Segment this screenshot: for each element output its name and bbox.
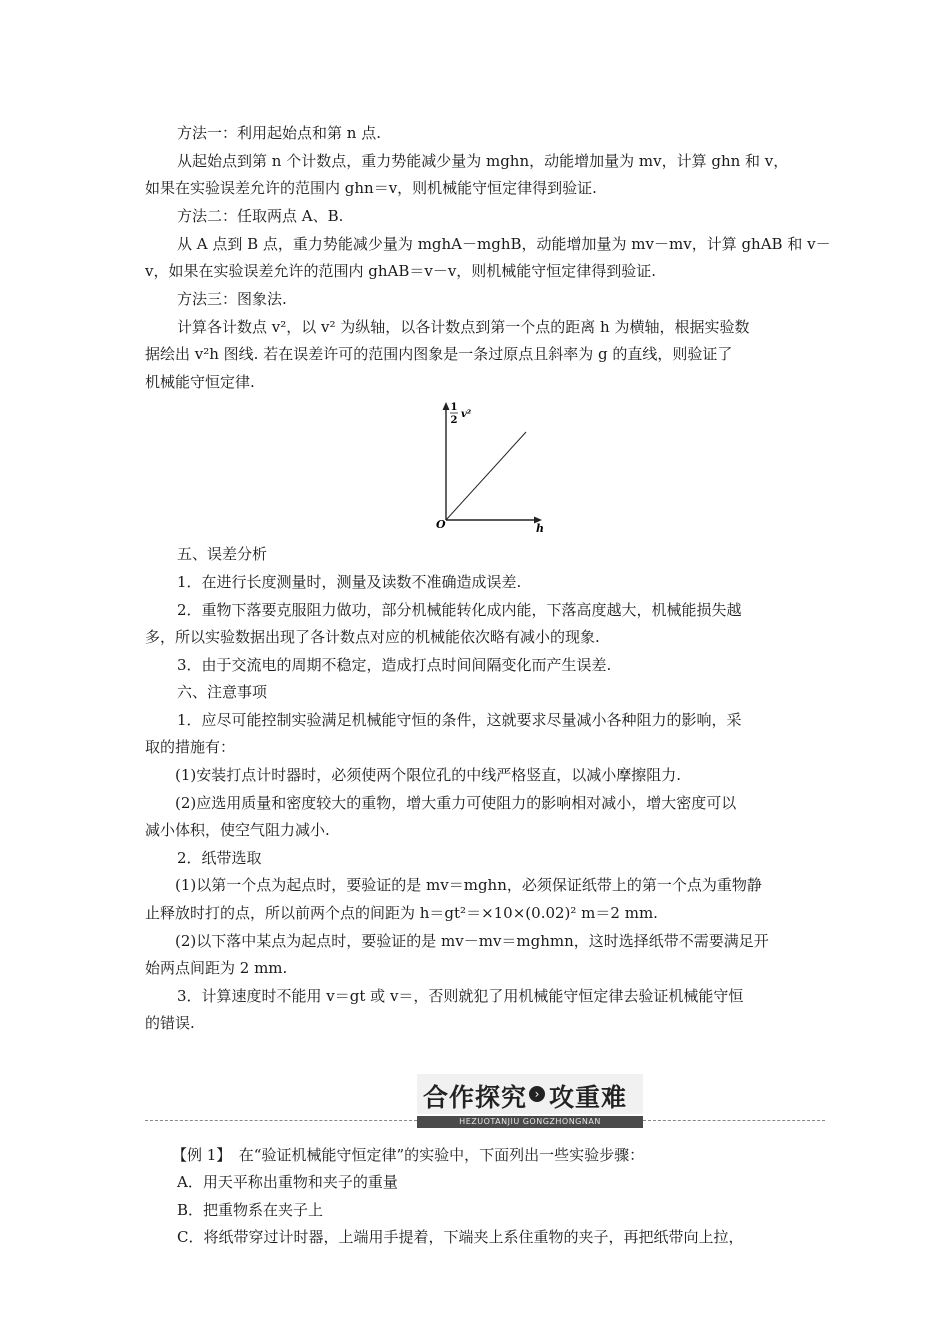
origin-label: O [436, 518, 446, 531]
paragraph-line: 计算各计数点 v²，以 v² 为纵轴，以各计数点到第一个点的距离 h 为横轴，根据实验数 [177, 318, 750, 336]
paragraph-line: 1．应尽可能控制实验满足机械能守恒的条件，这就要求尽量减小各种阻力的影响，采 [177, 711, 742, 729]
paragraph-line: 取的措施有： [145, 738, 236, 756]
paragraph-line: 止释放时打的点，所以前两个点的间距为 h＝gt²＝×10×(0.02)² m＝2 mm. [145, 904, 658, 922]
paragraph-line: 据绘出 v²h 图线. 若在误差许可的范围内图象是一条过原点且斜率为 g 的直线，则验证了 [145, 345, 733, 363]
paragraph-line: 始两点间距为 2 mm. [145, 959, 288, 977]
paragraph-line: 减小体积，使空气阻力减小. [145, 821, 330, 839]
y-label-denominator: 2 [450, 415, 458, 426]
y-axis-arrow [443, 402, 450, 410]
section-banner [145, 1072, 825, 1132]
banner-divider-right [643, 1120, 825, 1121]
x-label: h [536, 522, 544, 535]
paragraph-line: 如果在实验误差允许的范围内 ghn＝v，则机械能守恒定律得到验证. [145, 179, 597, 197]
section-five-heading: 五、误差分析 [177, 545, 268, 563]
paragraph-line: (1)安装打点计时器时，必须使两个限位孔的中线严格竖直，以减小摩擦阻力. [175, 766, 682, 784]
paragraph-line: v，如果在实验误差允许的范围内 ghAB＝v－v，则机械能守恒定律得到验证. [145, 262, 657, 280]
paragraph-line: (1)以第一个点为起点时，要验证的是 mv＝mghn，必须保证纸带上的第一个点为重物静 [175, 876, 762, 894]
method-two-heading: 方法二：任取两点 A、B. [177, 207, 344, 225]
paragraph-line: 1．在进行长度测量时，测量及读数不准确造成误差. [177, 573, 522, 591]
step-a: A．用天平称出重物和夹子的重量 [177, 1173, 398, 1191]
y-label-numerator: 1 [450, 402, 458, 413]
banner-divider-left [145, 1120, 417, 1121]
method-one-heading: 方法一：利用起始点和第 n 点. [177, 124, 381, 142]
paragraph-line: 多，所以实验数据出现了各计数点对应的机械能依次略有减小的现象. [145, 628, 600, 646]
paragraph-line: (2)以下落中某点为起点时，要验证的是 mv－mv＝mghmn，这时选择纸带不需要满足开 [175, 932, 769, 950]
paragraph-line: 3．计算速度时不能用 v＝gt 或 v＝，否则就犯了用机械能守恒定律去验证机械能守恒 [177, 987, 744, 1005]
section-six-heading: 六、注意事项 [177, 683, 268, 701]
paragraph-line: (2)应选用质量和密度较大的重物，增大重力可使阻力的影响相对减小，增大密度可以 [175, 794, 737, 812]
paragraph-line: 从 A 点到 B 点，重力势能减少量为 mghA－mghB，动能增加量为 mv－mv，计算 ghAB 和 v－ [177, 235, 831, 253]
paragraph-line: 2．重物下落要克服阻力做功，部分机械能转化成内能，下落高度越大，机械能损失越 [177, 601, 742, 619]
banner-arrow-icon: › [529, 1086, 545, 1102]
step-b: B．把重物系在夹子上 [177, 1201, 324, 1219]
method-three-heading: 方法三：图象法. [177, 290, 287, 308]
y-label-variable: v² [461, 409, 472, 420]
banner-title-right: 攻重难 [549, 1083, 628, 1112]
graph-line [446, 432, 526, 520]
example-heading: 【例 1】 在“验证机械能守恒定律”的实验中，下面列出一些实验步骤： [172, 1146, 645, 1164]
paragraph-line: 的错误. [145, 1014, 195, 1032]
step-c: C．将纸带穿过计时器，上端用手提着，下端夹上系住重物的夹子，再把纸带向上拉， [177, 1228, 744, 1246]
paragraph-line: 机械能守恒定律. [145, 373, 255, 391]
banner-title-left: 合作探究 [423, 1083, 528, 1112]
paragraph-line: 3．由于交流电的周期不稳定，造成打点时间间隔变化而产生误差. [177, 656, 612, 674]
v2-h-graph [418, 398, 568, 538]
paragraph-line: 从起始点到第 n 个计数点，重力势能减少量为 mghn，动能增加量为 mv，计算 ghn 和 v， [177, 152, 789, 170]
banner-pinyin: HEZUOTANJIU GONGZHONGNAN [417, 1116, 643, 1128]
subheading-tape: 2．纸带选取 [177, 849, 262, 867]
